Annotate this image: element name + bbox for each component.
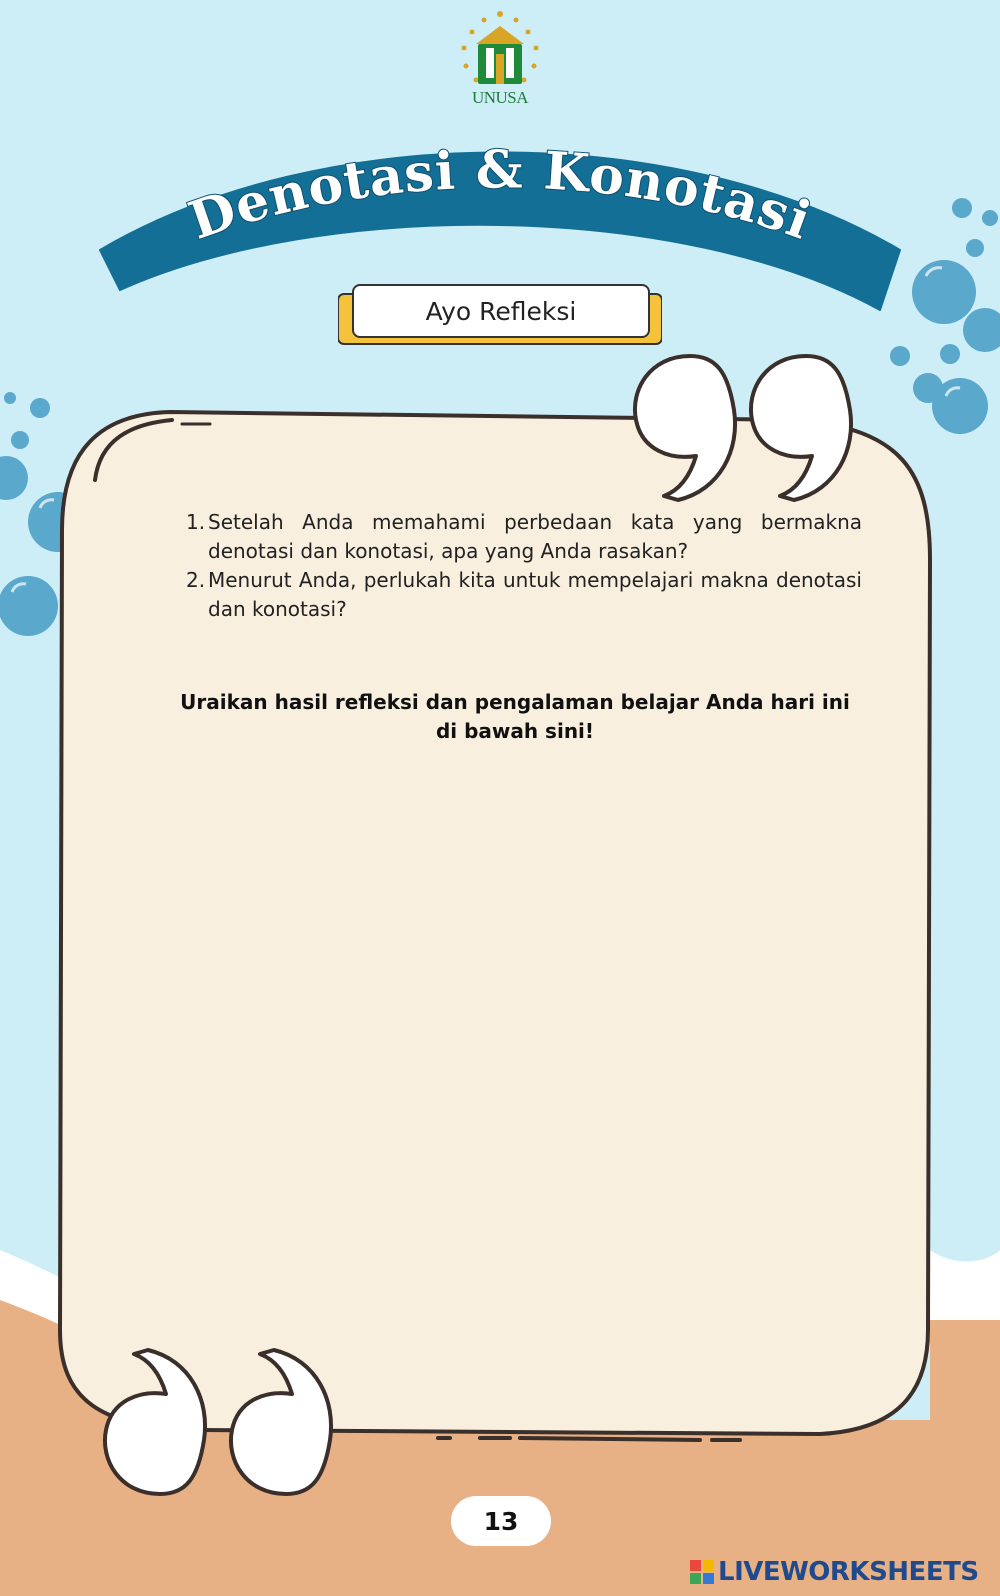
reflection-questions (186, 508, 862, 624)
banner-title-text: Denotasi & Konotasi (181, 139, 820, 253)
section-tag: Ayo Refleksi (352, 284, 650, 338)
question-item (186, 566, 862, 624)
question-text: Menurut Anda, perlukah kita untuk mempelajari makna denotasi dan konotasi? (208, 568, 862, 621)
question-number: 2. (186, 568, 206, 592)
instruction-text: Uraikan hasil refleksi dan pengalaman belajar Anda hari ini di bawah sini! (180, 690, 850, 743)
question-number: 1. (186, 510, 206, 534)
logo-text: UNUSA (471, 88, 529, 107)
question-text: Setelah Anda memahami perbedaan kata yang bermakna denotasi dan konotasi, apa yang Anda rasakan? (208, 510, 862, 563)
liveworksheets-logo-icon (690, 1560, 714, 1584)
question-item (186, 508, 862, 566)
watermark-text: LIVEWORKSHEETS (718, 1557, 979, 1587)
watermark (690, 1556, 979, 1588)
page-number: 13 (451, 1496, 551, 1546)
